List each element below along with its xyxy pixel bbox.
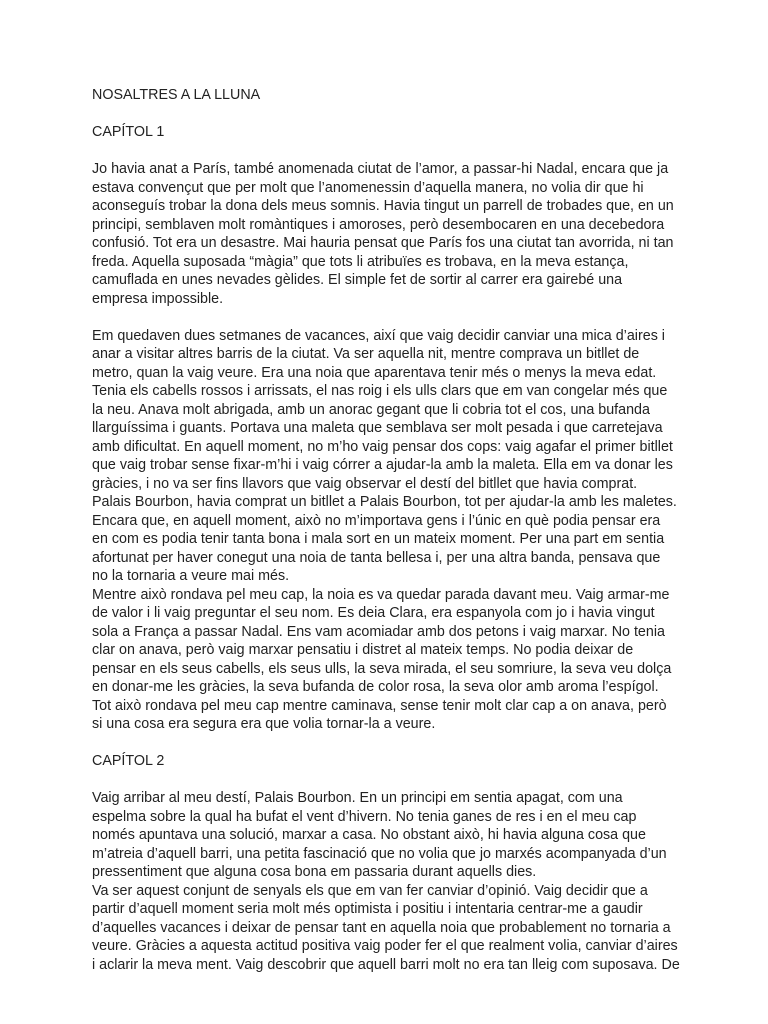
text-line: metro, quan la vaig veure. Era una noia que aparentava tenir més o menys la meva edat. xyxy=(92,364,657,381)
text-line: Vaig arribar al meu destí, Palais Bourbon. En un principi em sentia apagat, com una xyxy=(92,790,623,806)
chapter-2-heading: CAPÍTOL 2 xyxy=(92,753,165,769)
text-line: pressentiment que alguna cosa bona em passaria durant aquells dies. xyxy=(92,864,537,880)
document-page xyxy=(92,86,688,974)
text-line: de valor i li vaig preguntar el seu nom. Es deia Clara, era espanyola com jo i havia vingut xyxy=(92,605,655,621)
text-line: Encara que, en aquell moment, això no m’importava gens i l’únic en què podia pensar era xyxy=(92,512,661,529)
text-line: clar on anava, però vaig marxar pensatiu i distret al mateix temps. No podia deixar de xyxy=(92,642,634,658)
text-line: empresa impossible. xyxy=(92,290,224,307)
text-line: sola a França a passar Nadal. Ens vam acomiadar amb dos petons i vaig marxar. No tenia xyxy=(92,623,665,640)
text-line: gràcies, i no va ser fins llavors que vaig observar el destí del bitllet que havia comprat. xyxy=(92,475,638,492)
text-line: Va ser aquest conjunt de senyals els que em van fer canviar d’opinió. Vaig decidir que a xyxy=(92,882,648,899)
text-line: d’aquelles vacances i deixar de pensar tant en aquella noia que probablement no tornaria a xyxy=(92,919,671,936)
text-line: anar a visitar altres barris de la ciutat. Va ser aquella nit, mentre comprava un bitllet de xyxy=(92,346,640,362)
text-line: la neu. Anava molt abrigada, amb un anorac gegant que li cobria tot el cos, una bufanda xyxy=(92,401,650,418)
text-line: estava convençut que per molt que l’anomenessin d’aquella manera, no volia dir que hi xyxy=(92,179,644,196)
text-line: freda. Aquella suposada “màgia” que tots li atribuïes es trobava, en la meva estança, xyxy=(92,253,629,270)
text-line: que vaig trobar sense fixar-m’hi i vaig córrer a ajudar-la amb la maleta. Ella em va donar les xyxy=(92,457,673,473)
text-line: Palais Bourbon, havia comprat un bitllet a Palais Bourbon, tot per ajudar-la amb les maletes. xyxy=(92,494,677,510)
text-line: llarguíssima i guants. Portava una maleta que semblava ser molt pesada i que carretejava xyxy=(92,420,663,436)
text-line: confusió. Tot era un desastre. Mai hauria pensat que París fos una ciutat tan avorrida, ni tan xyxy=(92,235,674,251)
chapter-1-paragraph-3 xyxy=(92,586,688,734)
text-line: espelma sobre la qual ha bufat el vent d’hivern. No tenia ganes de res i en el meu cap xyxy=(92,808,637,825)
chapter-1-paragraph-2 xyxy=(92,327,688,586)
text-line: principi, semblaven molt romàntiques i amoroses, però desembocaren en una decebedora xyxy=(92,216,665,233)
text-line: partir d’aquell moment seria molt més optimista i positiu i intentaria centrar-me a gaudir xyxy=(92,901,643,917)
text-line: Tenia els cabells rossos i arrissats, el nas roig i els ulls clars que em van congelar més que xyxy=(92,383,668,399)
text-line: i aclarir la meva ment. Vaig descobrir que aquell barri molt no era tan lleig com suposava. De xyxy=(92,956,680,973)
text-line: només apuntava una solució, marxar a casa. No obstant això, hi havia alguna cosa que xyxy=(92,827,646,843)
text-line: afortunat per haver conegut una noia de tanta bellesa i, per una altra banda, pensava que xyxy=(92,549,661,566)
text-line: en donar-me les gràcies, la seva bufanda de color rosa, la seva olor amb aroma l’espígol. xyxy=(92,679,659,695)
document-title: NOSALTRES A LA LLUNA xyxy=(92,87,261,103)
chapter-1-paragraph-1 xyxy=(92,160,688,308)
text-line: no la tornaria a veure mai més. xyxy=(92,568,290,584)
text-line: Tot això rondava pel meu cap mentre caminava, sense tenir molt clar cap a on anava, però xyxy=(92,697,667,714)
text-line: pensar en els seus cabells, els seus ulls, la seva mirada, el seu somriure, la seva veu dolça xyxy=(92,660,672,677)
text-line: Em quedaven dues setmanes de vacances, així que vaig decidir canviar una mica d’aires i xyxy=(92,327,665,344)
text-line: Jo havia anat a París, també anomenada ciutat de l’amor, a passar-hi Nadal, encara que ja xyxy=(92,161,669,177)
text-line: veure. Gràcies a aquesta actitud positiva vaig poder fer el que realment volia, canviar d’aires xyxy=(92,938,678,954)
text-line: camuflada en unes nevades gèlides. El simple fet de sortir al carrer era gairebé una xyxy=(92,272,623,288)
chapter-2-paragraph-1 xyxy=(92,789,688,882)
chapter-2-paragraph-2 xyxy=(92,882,688,975)
text-line: aconseguís trobar la dona dels meus somnis. Havia tingut un parrell de trobades que, en un xyxy=(92,198,674,214)
text-line: m’atreia d’aquell barri, una petita fascinació que no volia que jo marxés acompanyada d’un xyxy=(92,845,667,862)
text-line: si una cosa era segura era que volia tornar-la a veure. xyxy=(92,716,436,732)
chapter-1-heading: CAPÍTOL 1 xyxy=(92,124,165,140)
text-line: en com es podia tenir tanta bona i mala sort en un mateix moment. Per una part em sentia xyxy=(92,531,665,547)
text-line: Mentre això rondava pel meu cap, la noia es va quedar parada davant meu. Vaig armar-me xyxy=(92,586,670,603)
text-line: amb dificultat. En aquell moment, no m’ho vaig pensar dos cops: vaig agafar el primer bitllet xyxy=(92,438,673,455)
